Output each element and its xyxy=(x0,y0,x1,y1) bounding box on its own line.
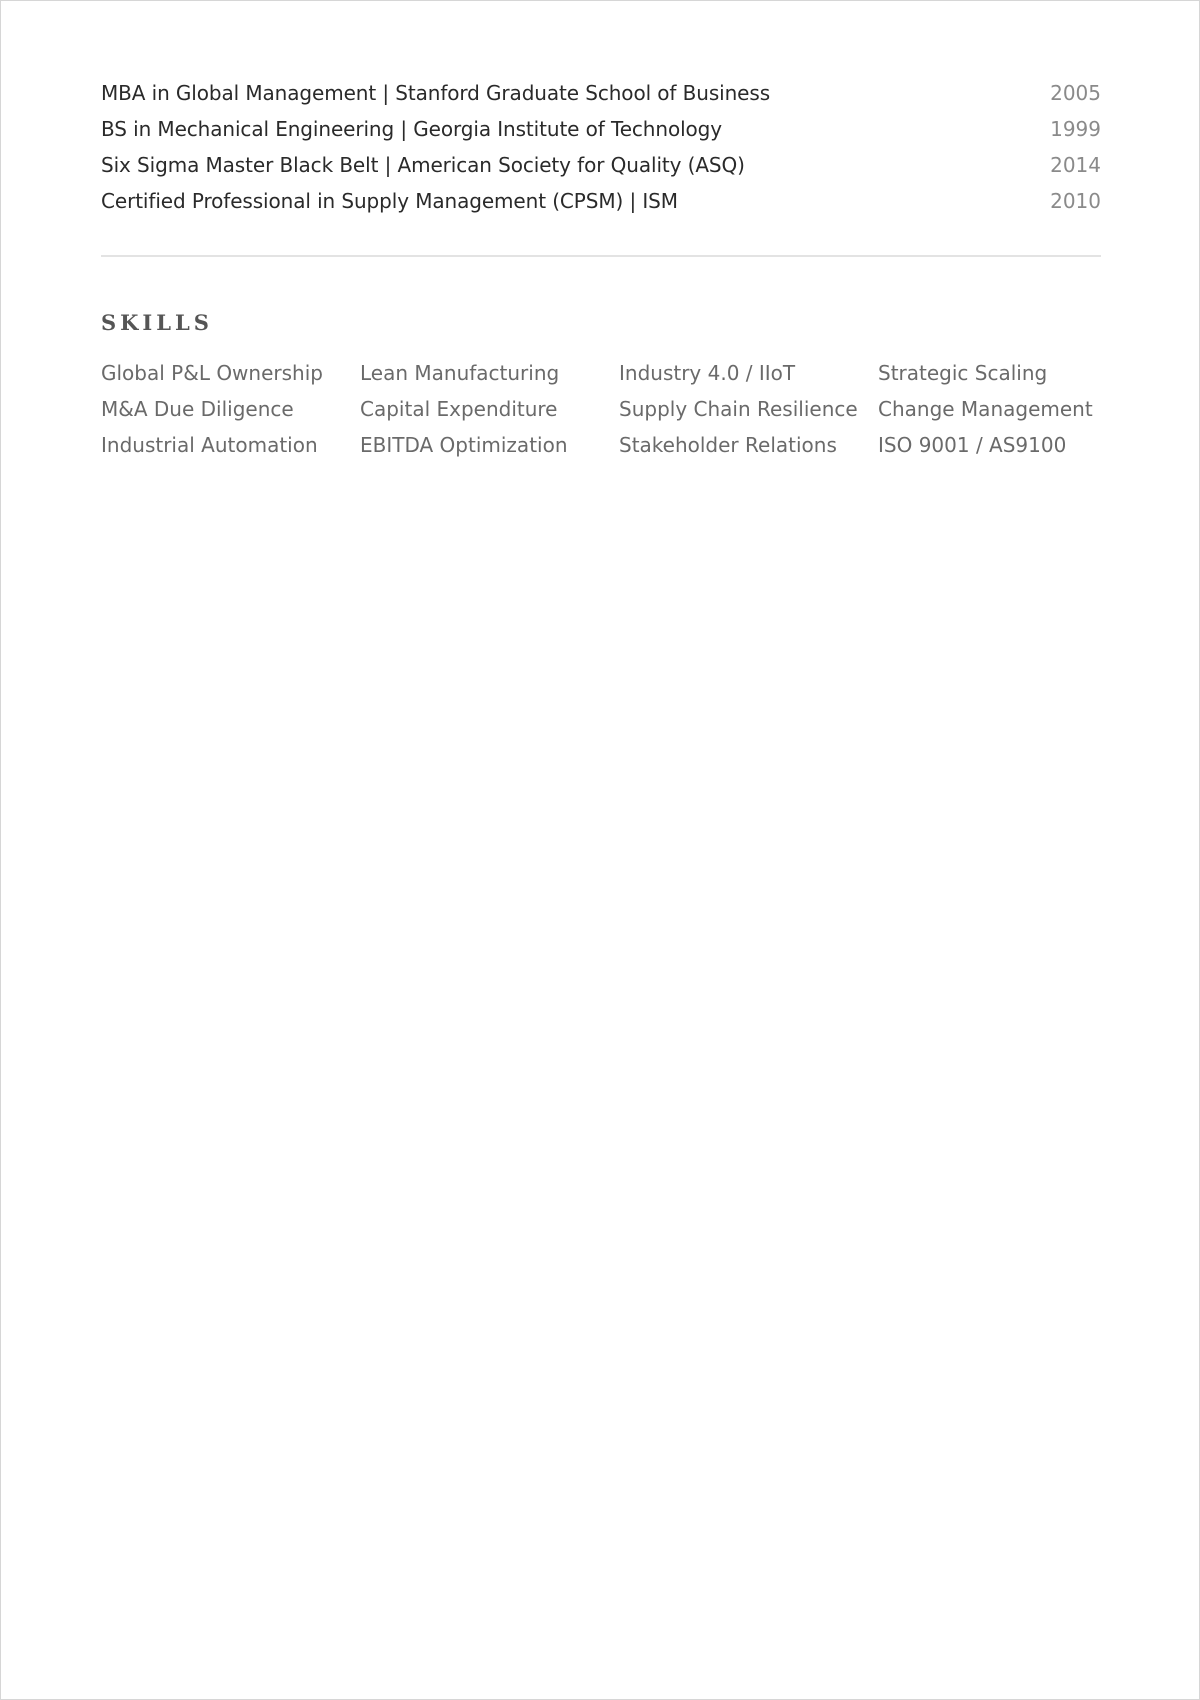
education-title: MBA in Global Management | Stanford Graduate School of Business xyxy=(101,81,771,105)
resume-content xyxy=(101,75,1101,457)
education-item xyxy=(101,183,1101,219)
skill-item: Supply Chain Resilience xyxy=(619,397,858,421)
education-year: 2010 xyxy=(1050,189,1101,213)
skill-item: Industrial Automation xyxy=(101,433,318,457)
section-divider xyxy=(101,255,1101,257)
skill-item: Change Management xyxy=(878,397,1093,421)
skill-item: Lean Manufacturing xyxy=(360,361,560,385)
education-item xyxy=(101,111,1101,147)
education-item xyxy=(101,75,1101,111)
skill-item: Capital Expenditure xyxy=(360,397,558,421)
skill-item: Industry 4.0 / IIoT xyxy=(619,361,796,385)
skill-item: Strategic Scaling xyxy=(878,361,1048,385)
education-list xyxy=(101,75,1101,219)
education-title: BS in Mechanical Engineering | Georgia Institute of Technology xyxy=(101,117,723,141)
education-title: Certified Professional in Supply Management (CPSM) | ISM xyxy=(101,189,678,213)
education-item xyxy=(101,147,1101,183)
skills-grid xyxy=(101,361,1101,457)
education-year: 2014 xyxy=(1050,153,1101,177)
skills-heading: SKILLS xyxy=(101,310,213,335)
education-year: 2005 xyxy=(1050,81,1101,105)
skill-item: M&A Due Diligence xyxy=(101,397,294,421)
skill-item: Global P&L Ownership xyxy=(101,361,323,385)
skill-item: ISO 9001 / AS9100 xyxy=(878,433,1067,457)
education-title: Six Sigma Master Black Belt | American Society for Quality (ASQ) xyxy=(101,153,745,177)
education-year: 1999 xyxy=(1050,117,1101,141)
skill-item: Stakeholder Relations xyxy=(619,433,837,457)
skill-item: EBITDA Optimization xyxy=(360,433,568,457)
